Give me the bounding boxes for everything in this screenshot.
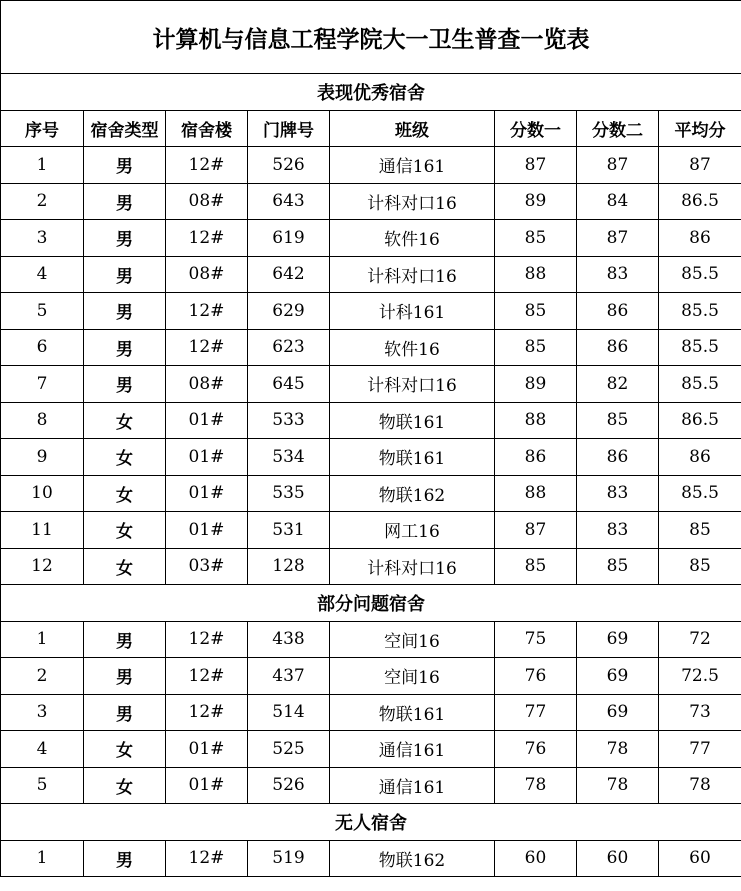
cell-building: 12# [166, 293, 248, 330]
column-header-average: 平均分 [659, 110, 741, 147]
cell-seq: 5 [1, 293, 84, 330]
table-row [1, 475, 741, 512]
cell-class: 通信161 [330, 731, 495, 768]
table-row [1, 366, 741, 403]
cell-score-one: 89 [495, 366, 577, 403]
cell-average: 85 [659, 548, 741, 585]
cell-seq: 8 [1, 402, 84, 439]
column-header-class: 班级 [330, 110, 495, 147]
sheet-title: 计算机与信息工程学院大一卫生普查一览表 [1, 1, 741, 74]
cell-score-two: 87 [577, 220, 659, 257]
cell-average: 86.5 [659, 402, 741, 439]
cell-average: 85.5 [659, 366, 741, 403]
column-header-score-one: 分数一 [495, 110, 577, 147]
cell-average: 72 [659, 621, 741, 658]
cell-building: 08# [166, 183, 248, 220]
cell-seq: 4 [1, 731, 84, 768]
table-row [1, 658, 741, 695]
cell-building: 12# [166, 147, 248, 184]
cell-class: 空间16 [330, 658, 495, 695]
cell-class: 物联161 [330, 694, 495, 731]
cell-seq: 6 [1, 329, 84, 366]
cell-building: 12# [166, 840, 248, 877]
cell-class: 软件16 [330, 329, 495, 366]
table-row [1, 147, 741, 184]
cell-room-number: 645 [248, 366, 330, 403]
cell-room-number: 526 [248, 767, 330, 804]
cell-room-number: 526 [248, 147, 330, 184]
column-header-dorm-type: 宿舍类型 [84, 110, 166, 147]
cell-seq: 1 [1, 621, 84, 658]
cell-class: 空间16 [330, 621, 495, 658]
cell-room-number: 437 [248, 658, 330, 695]
cell-dorm-type: 女 [84, 548, 166, 585]
cell-dorm-type: 男 [84, 147, 166, 184]
cell-average: 86 [659, 439, 741, 476]
cell-building: 08# [166, 256, 248, 293]
section-row [1, 804, 741, 841]
cell-seq: 10 [1, 475, 84, 512]
table-row [1, 329, 741, 366]
cell-class: 软件16 [330, 220, 495, 257]
table-row [1, 220, 741, 257]
cell-score-one: 85 [495, 220, 577, 257]
cell-dorm-type: 男 [84, 256, 166, 293]
header-row [1, 110, 741, 147]
cell-seq: 12 [1, 548, 84, 585]
cell-building: 01# [166, 402, 248, 439]
cell-class: 网工16 [330, 512, 495, 549]
cell-room-number: 128 [248, 548, 330, 585]
cell-dorm-type: 男 [84, 621, 166, 658]
cell-seq: 2 [1, 658, 84, 695]
cell-room-number: 619 [248, 220, 330, 257]
column-header-score-two: 分数二 [577, 110, 659, 147]
cell-score-two: 83 [577, 475, 659, 512]
cell-score-two: 85 [577, 402, 659, 439]
cell-score-one: 85 [495, 293, 577, 330]
cell-score-one: 88 [495, 402, 577, 439]
cell-score-one: 78 [495, 767, 577, 804]
cell-dorm-type: 女 [84, 767, 166, 804]
column-header-building: 宿舍楼 [166, 110, 248, 147]
cell-dorm-type: 男 [84, 366, 166, 403]
cell-seq: 5 [1, 767, 84, 804]
cell-score-one: 60 [495, 840, 577, 877]
section-title: 无人宿舍 [1, 804, 741, 841]
cell-room-number: 531 [248, 512, 330, 549]
table-row [1, 840, 741, 877]
cell-score-one: 85 [495, 548, 577, 585]
table-row [1, 767, 741, 804]
cell-dorm-type: 男 [84, 840, 166, 877]
cell-dorm-type: 女 [84, 439, 166, 476]
cell-score-one: 89 [495, 183, 577, 220]
section-title: 部分问题宿舍 [1, 585, 741, 622]
cell-room-number: 519 [248, 840, 330, 877]
cell-score-two: 78 [577, 767, 659, 804]
cell-building: 12# [166, 621, 248, 658]
cell-score-two: 83 [577, 512, 659, 549]
table-row [1, 512, 741, 549]
cell-score-two: 85 [577, 548, 659, 585]
cell-building: 03# [166, 548, 248, 585]
table-row [1, 548, 741, 585]
cell-class: 物联162 [330, 840, 495, 877]
cell-room-number: 535 [248, 475, 330, 512]
cell-building: 12# [166, 329, 248, 366]
cell-class: 通信161 [330, 767, 495, 804]
cell-building: 12# [166, 694, 248, 731]
cell-score-two: 82 [577, 366, 659, 403]
cell-score-two: 87 [577, 147, 659, 184]
cell-average: 85 [659, 512, 741, 549]
cell-average: 87 [659, 147, 741, 184]
cell-score-one: 87 [495, 147, 577, 184]
cell-average: 73 [659, 694, 741, 731]
cell-class: 物联161 [330, 402, 495, 439]
title-row [1, 1, 741, 74]
cell-score-one: 85 [495, 329, 577, 366]
cell-score-one: 86 [495, 439, 577, 476]
cell-dorm-type: 女 [84, 512, 166, 549]
cell-class: 计科161 [330, 293, 495, 330]
cell-room-number: 533 [248, 402, 330, 439]
cell-score-two: 78 [577, 731, 659, 768]
cell-building: 01# [166, 439, 248, 476]
table-row [1, 293, 741, 330]
cell-room-number: 525 [248, 731, 330, 768]
table-row [1, 694, 741, 731]
cell-score-one: 75 [495, 621, 577, 658]
column-header-room-number: 门牌号 [248, 110, 330, 147]
cell-class: 物联162 [330, 475, 495, 512]
cell-building: 12# [166, 220, 248, 257]
cell-seq: 4 [1, 256, 84, 293]
cell-room-number: 629 [248, 293, 330, 330]
cell-score-two: 69 [577, 621, 659, 658]
cell-score-one: 87 [495, 512, 577, 549]
cell-average: 85.5 [659, 475, 741, 512]
cell-dorm-type: 男 [84, 220, 166, 257]
cell-seq: 1 [1, 840, 84, 877]
cell-score-two: 86 [577, 293, 659, 330]
cell-average: 86 [659, 220, 741, 257]
cell-average: 60 [659, 840, 741, 877]
cell-dorm-type: 女 [84, 731, 166, 768]
cell-room-number: 534 [248, 439, 330, 476]
cell-room-number: 438 [248, 621, 330, 658]
cell-seq: 2 [1, 183, 84, 220]
cell-score-two: 84 [577, 183, 659, 220]
cell-building: 01# [166, 731, 248, 768]
cell-dorm-type: 男 [84, 329, 166, 366]
cell-building: 08# [166, 366, 248, 403]
cell-score-one: 76 [495, 731, 577, 768]
cell-average: 85.5 [659, 293, 741, 330]
cell-room-number: 643 [248, 183, 330, 220]
cell-score-one: 88 [495, 256, 577, 293]
cell-class: 计科对口16 [330, 183, 495, 220]
cell-average: 86.5 [659, 183, 741, 220]
cell-dorm-type: 女 [84, 402, 166, 439]
cell-score-one: 88 [495, 475, 577, 512]
cell-seq: 11 [1, 512, 84, 549]
table-row [1, 256, 741, 293]
cell-seq: 3 [1, 220, 84, 257]
cell-score-one: 76 [495, 658, 577, 695]
cell-score-two: 83 [577, 256, 659, 293]
section-title: 表现优秀宿舍 [1, 74, 741, 111]
cell-class: 通信161 [330, 147, 495, 184]
cell-seq: 7 [1, 366, 84, 403]
column-header-seq: 序号 [1, 110, 84, 147]
cell-score-two: 86 [577, 439, 659, 476]
cell-dorm-type: 男 [84, 694, 166, 731]
cell-seq: 9 [1, 439, 84, 476]
cell-class: 计科对口16 [330, 548, 495, 585]
cell-seq: 3 [1, 694, 84, 731]
cell-score-two: 69 [577, 694, 659, 731]
cell-building: 01# [166, 767, 248, 804]
table-row [1, 439, 741, 476]
table-row [1, 621, 741, 658]
cell-dorm-type: 女 [84, 475, 166, 512]
cell-dorm-type: 男 [84, 293, 166, 330]
cell-class: 物联161 [330, 439, 495, 476]
cell-score-two: 69 [577, 658, 659, 695]
cell-dorm-type: 男 [84, 658, 166, 695]
table-row [1, 183, 741, 220]
cell-average: 85.5 [659, 256, 741, 293]
cell-building: 01# [166, 475, 248, 512]
cell-average: 72.5 [659, 658, 741, 695]
cell-building: 01# [166, 512, 248, 549]
section-row [1, 585, 741, 622]
cell-average: 77 [659, 731, 741, 768]
cell-score-two: 60 [577, 840, 659, 877]
section-row [1, 74, 741, 111]
cell-room-number: 623 [248, 329, 330, 366]
cell-average: 85.5 [659, 329, 741, 366]
cell-class: 计科对口16 [330, 256, 495, 293]
cell-average: 78 [659, 767, 741, 804]
cell-building: 12# [166, 658, 248, 695]
cell-score-one: 77 [495, 694, 577, 731]
cell-class: 计科对口16 [330, 366, 495, 403]
cell-score-two: 86 [577, 329, 659, 366]
cell-seq: 1 [1, 147, 84, 184]
cell-room-number: 642 [248, 256, 330, 293]
cell-room-number: 514 [248, 694, 330, 731]
table-row [1, 731, 741, 768]
cell-dorm-type: 男 [84, 183, 166, 220]
table-row [1, 402, 741, 439]
